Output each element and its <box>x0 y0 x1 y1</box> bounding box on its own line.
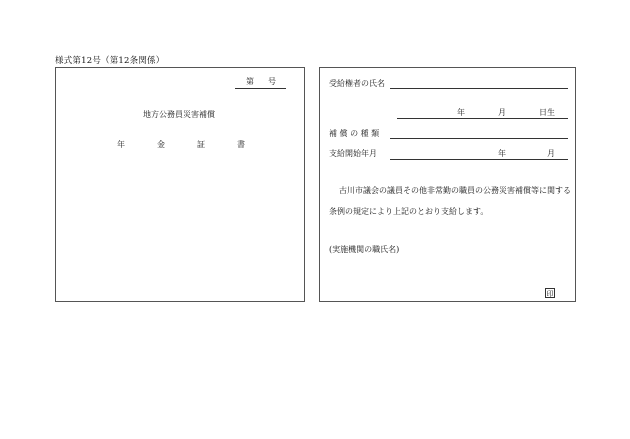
certificate-subtitle-char-2: 金 <box>157 140 165 149</box>
certificate-title: 地方公務員災害補償 <box>143 110 215 119</box>
certificate-subtitle-char-3: 証 <box>197 140 205 149</box>
certificate-subtitle-char-4: 書 <box>237 140 245 149</box>
compensation-type-label: 補 償 の 種 類 <box>329 129 380 138</box>
payment-start-year-label: 年 <box>498 149 506 158</box>
certificate-panel <box>55 67 305 302</box>
certificate-subtitle-char-1: 年 <box>117 140 125 149</box>
birth-month-label: 月 <box>498 108 506 117</box>
statement-line-1: 古川市議会の議員その他非常勤の職員の公務災害補償等に関する <box>339 186 571 195</box>
compensation-type-underline <box>390 138 568 139</box>
birth-date-underline <box>397 118 568 119</box>
birth-day-label: 日生 <box>539 108 555 117</box>
birth-year-label: 年 <box>457 108 465 117</box>
form-caption: 様式第12号（第12条関係） <box>55 56 165 66</box>
statement-line-2: 条例の規定により上記のとおり支給します。 <box>329 207 489 216</box>
issuer-label: (実施機関の職氏名) <box>329 245 400 254</box>
seal-mark: 印 <box>546 290 554 298</box>
recipient-name-underline <box>390 88 568 89</box>
certificate-number-suffix: 号 <box>268 77 276 86</box>
payment-start-month-label: 月 <box>547 149 555 158</box>
recipient-name-label: 受給権者の氏名 <box>329 79 385 88</box>
payment-start-label: 支給開始年月 <box>329 149 377 158</box>
payment-start-underline <box>390 159 568 160</box>
certificate-number-prefix: 第 <box>246 77 254 86</box>
certificate-number-underline <box>235 88 286 89</box>
details-panel <box>319 67 576 302</box>
